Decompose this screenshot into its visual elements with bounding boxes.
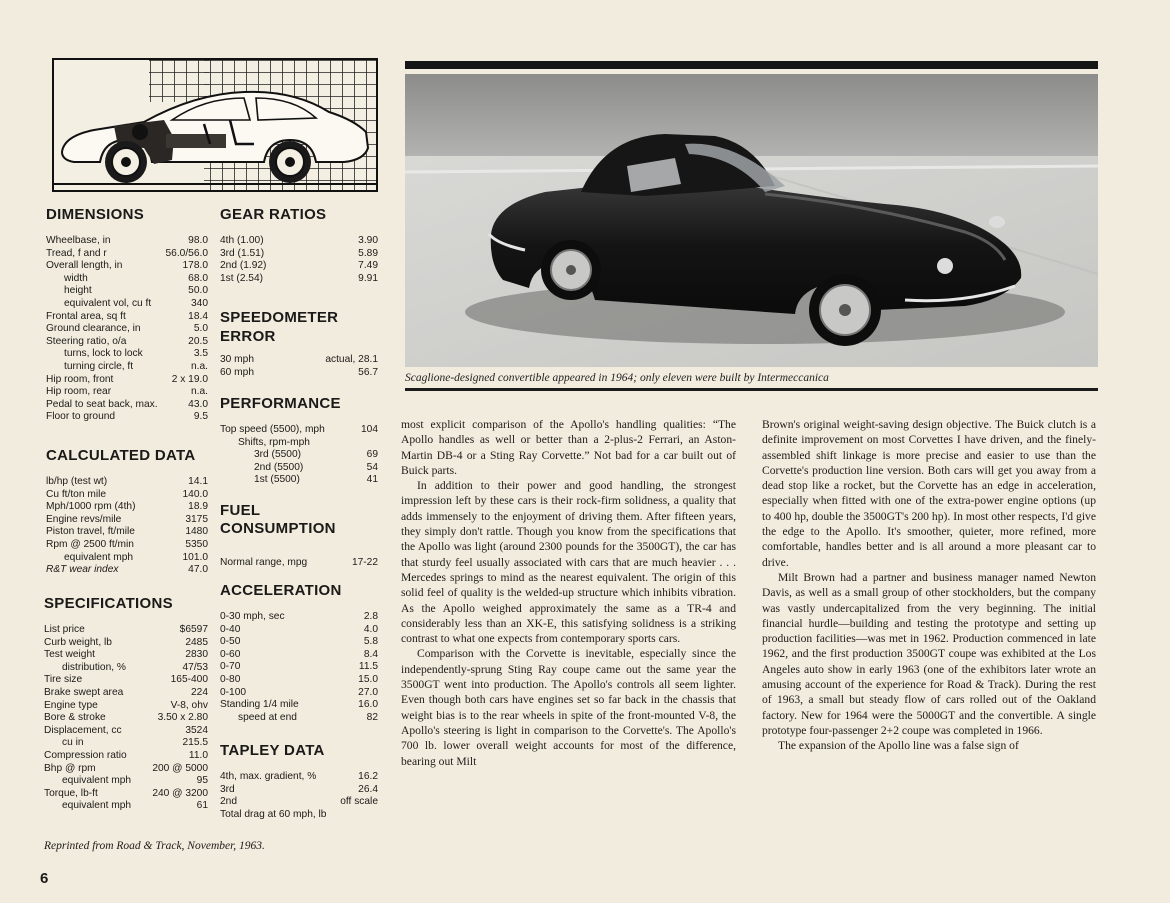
spec-label: Pedal to seat back, max. xyxy=(46,398,158,410)
spec-label: Total drag at 60 mph, lb xyxy=(220,808,327,820)
cutaway-car-illustration xyxy=(54,60,376,190)
spec-row xyxy=(220,796,378,809)
spec-row xyxy=(44,674,208,687)
spec-value: 2.8 xyxy=(363,611,378,622)
spec-label: equivalent vol, cu ft xyxy=(64,297,152,309)
spec-row xyxy=(44,624,208,637)
spec-row xyxy=(220,235,378,248)
spec-value: 9.5 xyxy=(193,411,208,423)
spec-value: 5.8 xyxy=(363,636,378,648)
spec-label: Top speed (5500), mph xyxy=(220,424,325,435)
spec-label: Engine revs/mile xyxy=(46,513,122,525)
spec-value: 41 xyxy=(366,474,378,486)
spec-label: 0-70 xyxy=(220,661,241,673)
spec-value: 101.0 xyxy=(182,551,208,563)
spec-value: 47/53 xyxy=(182,661,208,673)
spec-row xyxy=(220,449,378,462)
spec-value: 104 xyxy=(361,424,378,435)
spec-label: Compression ratio xyxy=(44,749,127,761)
spec-label: 3rd (5500) xyxy=(254,449,302,461)
spec-row xyxy=(220,784,378,797)
spec-label: Rpm @ 2500 ft/min xyxy=(46,538,134,550)
spec-label: Standing 1/4 mile xyxy=(220,699,299,711)
spec-label: 4th (1.00) xyxy=(220,235,264,246)
spec-value: 3175 xyxy=(185,513,208,525)
specifications-table xyxy=(44,624,208,813)
dimensions-heading: DIMENSIONS xyxy=(46,206,145,223)
spec-label: Bore & stroke xyxy=(44,712,106,724)
spec-row xyxy=(44,763,208,776)
spec-value: 5350 xyxy=(185,538,208,550)
spec-value: 15.0 xyxy=(358,673,378,685)
spec-row xyxy=(44,750,208,763)
spec-label: Hip room, front xyxy=(46,373,114,385)
spec-row xyxy=(46,514,208,527)
spec-label: speed at end xyxy=(238,711,297,723)
spec-value: 47.0 xyxy=(188,564,208,576)
spec-row xyxy=(220,699,378,712)
spec-label: Engine type xyxy=(44,699,98,711)
spec-row xyxy=(220,260,378,273)
spec-label: 1st (5500) xyxy=(254,474,300,486)
spec-value: 9.91 xyxy=(358,272,378,284)
dimensions-table xyxy=(46,235,208,424)
spec-value: 98.0 xyxy=(188,235,208,246)
calculated-data-heading: CALCULATED DATA xyxy=(46,447,196,464)
dimensions-section xyxy=(46,206,208,424)
spec-label: 0-100 xyxy=(220,686,247,698)
spec-value: 16.0 xyxy=(358,699,378,711)
spec-value: 18.4 xyxy=(188,310,208,322)
spec-label: Displacement, cc xyxy=(44,724,122,736)
spec-value: 4.0 xyxy=(363,623,378,635)
speedometer-section xyxy=(220,309,378,379)
spec-label: 0-80 xyxy=(220,673,241,685)
article-column-2 xyxy=(762,417,1096,754)
spec-row xyxy=(46,489,208,502)
speedometer-heading-line1: SPEEDOMETER xyxy=(220,309,339,326)
spec-row xyxy=(44,788,208,801)
photo-caption: Scaglione-designed convertible appeared in 1964; only eleven were built by Intermeccanica xyxy=(405,372,829,384)
spec-row xyxy=(46,235,208,248)
spec-value: off scale xyxy=(340,796,378,808)
spec-row xyxy=(220,557,378,570)
spec-value xyxy=(374,809,378,822)
spec-value: n.a. xyxy=(191,360,208,372)
spec-label: List price xyxy=(44,624,85,635)
spec-value: 5.0 xyxy=(193,323,208,335)
spec-row xyxy=(220,649,378,662)
spec-row xyxy=(220,424,378,437)
spec-row xyxy=(220,273,378,286)
spec-row xyxy=(220,809,378,822)
spec-row xyxy=(220,474,378,487)
spec-value: 3524 xyxy=(185,724,208,736)
spec-row xyxy=(46,386,208,399)
spec-row xyxy=(44,637,208,650)
spec-label: equivalent mph xyxy=(62,800,132,812)
spec-row xyxy=(220,367,378,380)
spec-label: Shifts, rpm-mph xyxy=(238,436,310,448)
spec-row xyxy=(46,348,208,361)
spec-value: 54 xyxy=(366,461,378,473)
spec-value: 56.7 xyxy=(358,366,378,378)
spec-value: 11.0 xyxy=(188,749,208,761)
photo-top-rule xyxy=(405,61,1098,69)
spec-label: 0-60 xyxy=(220,648,241,660)
spec-row xyxy=(46,361,208,374)
spec-label: 3rd (1.51) xyxy=(220,247,265,259)
spec-value: 165-400 xyxy=(170,674,208,686)
spec-label: Test weight xyxy=(44,649,95,661)
spec-row xyxy=(44,737,208,750)
spec-value: 3.90 xyxy=(358,235,378,246)
spec-row xyxy=(46,323,208,336)
fuel-consumption-section xyxy=(220,502,378,570)
spec-row xyxy=(220,661,378,674)
spec-value: 68.0 xyxy=(188,272,208,284)
spec-value: 18.9 xyxy=(188,501,208,513)
spec-label: Torque, lb-ft xyxy=(44,787,98,799)
spec-value: 178.0 xyxy=(182,260,208,272)
spec-row xyxy=(220,611,378,624)
spec-value: 5.89 xyxy=(358,247,378,259)
spec-label: Mph/1000 rpm (4th) xyxy=(46,501,136,513)
spec-row xyxy=(220,354,378,367)
tapley-data-table xyxy=(220,771,378,821)
spec-value: 20.5 xyxy=(188,335,208,347)
spec-row xyxy=(44,712,208,725)
spec-value: 82 xyxy=(366,711,378,723)
article-paragraph: Milt Brown had a partner and business manager named Newton Davis, as well as a small group of other stockholders, but the company was vastly undercapitalized from the very beginning. The initial financial hurdle—building and testing the prototype and setting up production facilities—was met in 1962. Production commenced in late 1962, and the first production 3500GT coupe was exhibited at the Los Angeles auto show in early 1963 (one of the exhibitors later wrote an amusing account of the experience for Road & Track). During the rest of 1963, a small but steady flow of cars rolled out of the Oakland factory. New for 1964 were the 5000GT and the convertible. A single prototype four-passenger 2+2 coupe was completed in 1966. xyxy=(762,570,1096,737)
article-paragraph: Comparison with the Corvette is inevitable, especially since the independently-sprung Sting Ray coupe came out the same year the 3500GT went into production. The Apollo's controls all seem lighter. Even though both cars have engines set so far back in the chassis that weight bias is to the rear wheels in spite of the front-mounted V-8, the Apollo's steering is light in comparison to the Corvette's. The Apollo's 700 lb. lower overall weight accounts for most of the difference, bearing out Milt xyxy=(401,647,736,768)
spec-label: Bhp @ rpm xyxy=(44,762,96,774)
spec-value: 200 @ 5000 xyxy=(152,762,208,774)
spec-label: Overall length, in xyxy=(46,260,123,272)
spec-value: 56.0/56.0 xyxy=(165,247,208,259)
spec-row xyxy=(46,539,208,552)
spec-label: Steering ratio, o/a xyxy=(46,335,127,347)
spec-label: Tread, f and r xyxy=(46,247,107,259)
spec-value: $6597 xyxy=(179,624,208,635)
spec-row xyxy=(44,700,208,713)
spec-row xyxy=(44,649,208,662)
spec-label: turning circle, ft xyxy=(64,360,134,372)
spec-label: 0-40 xyxy=(220,623,241,635)
spec-value: 43.0 xyxy=(188,398,208,410)
gear-ratios-heading: GEAR RATIOS xyxy=(220,206,327,223)
fuel-heading-line1: FUEL xyxy=(220,502,261,519)
acceleration-table xyxy=(220,611,378,724)
spec-row xyxy=(46,248,208,261)
speedometer-heading-line2: ERROR xyxy=(220,328,276,345)
spec-label: height xyxy=(64,285,92,297)
spec-label: R&T wear index xyxy=(46,564,119,576)
spec-label: 4th, max. gradient, % xyxy=(220,771,317,782)
spec-value: 3.50 x 2.80 xyxy=(157,712,208,724)
car-photograph xyxy=(405,74,1098,367)
spec-row xyxy=(46,260,208,273)
spec-label: Normal range, mpg xyxy=(220,557,308,568)
spec-row xyxy=(46,476,208,489)
spec-label: Piston travel, ft/mile xyxy=(46,526,135,538)
spec-value: V-8, ohv xyxy=(170,699,208,711)
spec-row xyxy=(44,725,208,738)
spec-label: Wheelbase, in xyxy=(46,235,111,246)
spec-row xyxy=(46,501,208,514)
spec-row xyxy=(220,636,378,649)
spec-row xyxy=(220,624,378,637)
spec-value: 61 xyxy=(196,800,208,812)
spec-value: 69 xyxy=(366,449,378,461)
spec-row xyxy=(46,564,208,577)
reprint-credit: Reprinted from Road & Track, November, 1963. xyxy=(44,840,265,852)
spec-label: Cu ft/ton mile xyxy=(46,488,107,500)
spec-row xyxy=(220,462,378,475)
spec-row xyxy=(46,298,208,311)
spec-label: Frontal area, sq ft xyxy=(46,310,126,322)
acceleration-heading: ACCELERATION xyxy=(220,582,342,599)
performance-heading: PERFORMANCE xyxy=(220,395,341,412)
spec-value: n.a. xyxy=(191,386,208,398)
spec-row xyxy=(46,411,208,424)
spec-label: turns, lock to lock xyxy=(64,348,143,360)
spec-value: 7.49 xyxy=(358,260,378,272)
spec-value: 8.4 xyxy=(363,648,378,660)
spec-row xyxy=(220,712,378,725)
spec-row xyxy=(46,336,208,349)
convertible-car-photo xyxy=(405,74,1098,367)
spec-value xyxy=(374,437,378,450)
spec-value: 224 xyxy=(191,686,208,698)
specifications-heading: SPECIFICATIONS xyxy=(44,595,173,612)
spec-label: equivalent mph xyxy=(62,775,132,787)
gear-ratios-section xyxy=(220,206,378,285)
spec-value: actual, 28.1 xyxy=(325,354,378,365)
spec-value: 1480 xyxy=(185,526,208,538)
spec-value: 2830 xyxy=(185,649,208,661)
spec-row xyxy=(220,248,378,261)
spec-value: 26.4 xyxy=(358,783,378,795)
calculated-data-section xyxy=(46,447,208,577)
tapley-data-section xyxy=(220,742,378,821)
spec-label: Hip room, rear xyxy=(46,386,112,398)
spec-value: 240 @ 3200 xyxy=(152,787,208,799)
spec-value: 27.0 xyxy=(358,686,378,698)
spec-label: lb/hp (test wt) xyxy=(46,476,108,487)
spec-row xyxy=(46,552,208,565)
spec-label: 3rd xyxy=(220,783,235,795)
spec-row xyxy=(220,771,378,784)
spec-label: distribution, % xyxy=(62,661,126,673)
spec-value: 140.0 xyxy=(182,488,208,500)
spec-value: 17-22 xyxy=(351,557,378,568)
specifications-section xyxy=(44,595,208,813)
tapley-data-heading: TAPLEY DATA xyxy=(220,742,325,759)
spec-value: 14.1 xyxy=(188,476,208,487)
fuel-consumption-table xyxy=(220,557,378,570)
spec-label: Curb weight, lb xyxy=(44,636,112,648)
spec-label: Brake swept area xyxy=(44,686,124,698)
performance-section xyxy=(220,395,378,487)
calculated-data-table xyxy=(46,476,208,577)
spec-value: 16.2 xyxy=(358,771,378,782)
spec-value: 3.5 xyxy=(193,348,208,360)
article-column-1 xyxy=(401,417,736,769)
cutaway-drawing xyxy=(52,58,378,192)
spec-row xyxy=(46,526,208,539)
article-paragraph: Brown's original weight-saving design objective. The Buick clutch is a definite improvement on most Corvettes I have driven, and the finely-assembled shift linkage is more precise and easier to use than the Corvette's production line version. Both cars will get you away from a dead stop like a rocket, but the Corvette has an edge in acceleration, especially when fitted with one of the extra-power engine options (up to 400 hp, double the 3500GT's 200 hp). In most other respects, I'd give the edge to the Apollo. It's smoother, quieter, more refined, more comfortable, handles better and is all around a more pleasant car to drive. xyxy=(762,418,1096,569)
spec-row xyxy=(220,437,378,450)
spec-label: 60 mph xyxy=(220,366,254,378)
spec-row xyxy=(46,374,208,387)
gear-ratios-table xyxy=(220,235,378,285)
spec-label: 2nd (1.92) xyxy=(220,260,267,272)
speedometer-table xyxy=(220,354,378,379)
spec-label: 0-50 xyxy=(220,636,241,648)
article-paragraph: In addition to their power and good handling, the strongest impression left by these cars is their rock-firm solidness, a quality that adds immensely to the enjoyment of driving them. After fifteen years, they simply don't rattle. Though you know from the specifications that the Apollo was light (around 2300 pounds for the 3500GT), the car has that sturdy feel usually associated with cars that are much heavier . . . Mercedes springs to mind as the nearest equivalent. The origin of this solid feel of quality is the welded-up structure which inhibits vibration. As the Apollo weighed approximately the same as a TR-4 and considerably less than an XK-E, this satisfying solidness is a striking contrast to what one expects from contemporary sports cars. xyxy=(401,479,736,646)
spec-label: equivalent mph xyxy=(64,551,134,563)
spec-label: cu in xyxy=(62,737,84,749)
spec-row xyxy=(44,662,208,675)
spec-row xyxy=(46,285,208,298)
spec-label: Ground clearance, in xyxy=(46,323,141,335)
spec-label: 30 mph xyxy=(220,354,254,365)
spec-row xyxy=(44,800,208,813)
spec-row xyxy=(220,687,378,700)
spec-label: Tire size xyxy=(44,674,83,686)
spec-row xyxy=(44,775,208,788)
spec-label: 0-30 mph, sec xyxy=(220,611,285,622)
acceleration-section xyxy=(220,582,378,724)
spec-row xyxy=(44,687,208,700)
fuel-heading-line2: CONSUMPTION xyxy=(220,520,336,537)
page-number: 6 xyxy=(40,870,49,887)
spec-label: 2nd (5500) xyxy=(254,461,304,473)
spec-value: 11.5 xyxy=(358,661,378,673)
spec-value: 50.0 xyxy=(188,285,208,297)
spec-row xyxy=(46,273,208,286)
spec-value: 2485 xyxy=(185,636,208,648)
article-paragraph: The expansion of the Apollo line was a false sign of xyxy=(778,739,1019,753)
spec-label: 2nd xyxy=(220,796,237,808)
caption-rule xyxy=(405,388,1098,391)
spec-row xyxy=(46,311,208,324)
spec-value: 215.5 xyxy=(182,737,208,749)
spec-value: 95 xyxy=(196,775,208,787)
spec-value: 340 xyxy=(191,297,208,309)
spec-row xyxy=(46,399,208,412)
performance-table xyxy=(220,424,378,487)
spec-label: 1st (2.54) xyxy=(220,272,264,284)
spec-label: Floor to ground xyxy=(46,411,116,423)
article-paragraph: most explicit comparison of the Apollo's handling qualities: “The Apollo handles as well or better than a 2-plus-2 Ferrari, an Aston-Martin DB-4 or a Sting Ray Corvette.” Not bad for a car built out of Buick parts. xyxy=(401,418,736,477)
spec-value: 2 x 19.0 xyxy=(171,373,208,385)
spec-row xyxy=(220,674,378,687)
spec-label: width xyxy=(64,272,88,284)
